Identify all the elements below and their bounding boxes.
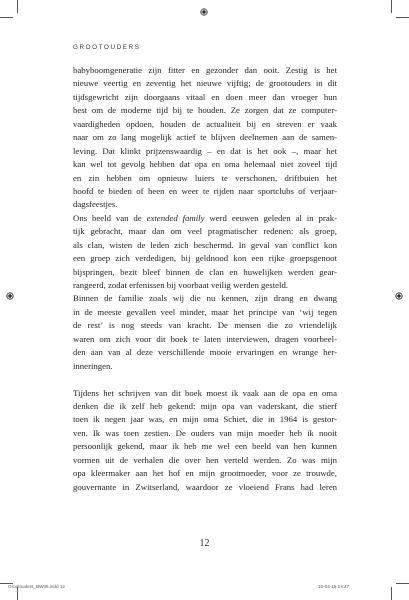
- text-line: nieuwe veertig en zeventig het nieuwe vijftig; de grootouders in dit: [73, 78, 337, 89]
- text-line: tijk gebracht, maar dan om veel pragmatischer redenen: als groep,: [73, 226, 337, 237]
- text-line: naar om zo lang mogelijk actief te blijven deelnemen aan de samen-: [73, 132, 337, 143]
- section-break: [73, 373, 337, 386]
- crop-mark-bottom-right-v: [391, 587, 392, 600]
- text-line: persoonlijk gekend, maar ik heb me wel een beeld van hen kunnen: [73, 441, 337, 452]
- registration-mark-right-icon: [395, 292, 403, 300]
- crop-mark-top-left-v: [17, 0, 18, 13]
- page-number: 12: [199, 538, 210, 549]
- text-line: hoofd te bieden of heen en weer te rijden naar sportclubs of verjaar-: [73, 185, 337, 196]
- text-line: ven. Ik was toen zestien. De ouders van mijn moeder heb ik nooit: [73, 427, 337, 438]
- running-head: GROOTOUDERS: [73, 44, 141, 51]
- text-line: vaardigheden opdoen, houden de actualiteit bij en streven er vaak: [73, 118, 337, 129]
- text-line: tijdsgewricht zijn doorgaans vitaal en doen meer dan vroeger hun: [73, 91, 337, 102]
- text-line: bijspringen, bezit bleef binnen de clan en huwelijken werden gear-: [73, 266, 337, 277]
- text-run: Ons beeld van de: [73, 212, 147, 223]
- registration-mark-left-icon: [6, 292, 14, 300]
- text-line: een groep zich verdedigen, bij geldnood kon een rijke groepsgenoot: [73, 253, 337, 264]
- text-line: denken die ik zelf heb gekend: mijn opa van vaderskant, die stierf: [73, 400, 337, 411]
- text-line: de rest’ is nog steeds van kracht. De mensen die zo vriendelijk: [73, 320, 337, 331]
- text-line: kan wel tot gevolg hebben dat opa en oma helemaal niet zoveel tijd: [73, 159, 337, 170]
- text-line: toen ik negen jaar was, en mijn oma Schiet, die in 1964 is gestor-: [73, 414, 337, 425]
- crop-mark-bottom-right-h: [396, 583, 409, 584]
- text-line: in de meeste gevallen veel minder, maar het principe van ‘wij tegen: [73, 306, 337, 317]
- text-line: inneringen.: [73, 360, 113, 371]
- text-line: opa kleermaker aan het hof en mijn grootmoeder, voor ze trouwde,: [73, 468, 337, 479]
- body-text: [73, 64, 337, 494]
- text-line: den aan van al deze verschillende mooie ervaringen en wrange her-: [73, 347, 337, 358]
- text-line: best om de moderne tijd bij te houden. Ze zorgen dat ze computer-: [73, 105, 337, 116]
- text-line: Tijdens het schrijven van dit boek moest ik vaak aan de opa en oma: [73, 387, 337, 398]
- text-line: rangeerd, zodat erfenissen bij voorbaat veilig werden gesteld.: [73, 280, 289, 290]
- registration-mark-top-icon: [200, 8, 208, 16]
- text-line: gouvernante in Zwitserland, waardoor ze vloeiend Frans had leren: [73, 481, 337, 492]
- crop-mark-top-right-h: [396, 17, 409, 18]
- italic-term: extended family: [146, 212, 205, 223]
- text-line: leving. Dat klinkt prijzenswaardig – en dat is het ook –, maar het: [73, 145, 337, 156]
- crop-mark-top-right-v: [391, 0, 392, 13]
- text-run: werd eeuwen geleden al in prak-: [204, 212, 337, 223]
- text-line: vormen uit de verhalen die over hen verteld werden. Zo was mijn: [73, 454, 337, 465]
- text-line: en zin hebben om opnieuw luiers te verschonen, driftbuien het: [73, 172, 337, 183]
- text-line: waren om zich voor dit boek te laten interviewen, dragen voorbeel-: [73, 333, 337, 344]
- slug-timestamp: 15-04-15 14:47: [318, 584, 350, 589]
- text-line: Binnen de familie zoals wij die nu kennen, zijn drang en dwang: [73, 293, 337, 304]
- slug-filename: Grootouders_BW06.indd 12: [8, 584, 65, 589]
- text-line: dagsfeestjes.: [73, 199, 118, 210]
- text-line: als clan, wisten de leden zich beschermd. In geval van conflict kon: [73, 239, 337, 250]
- text-line: [73, 212, 337, 225]
- crop-mark-top-left-h: [0, 17, 13, 18]
- text-line: babyboomgeneratie zijn fitter en gezonder dan ooit. Zestig is het: [73, 65, 337, 75]
